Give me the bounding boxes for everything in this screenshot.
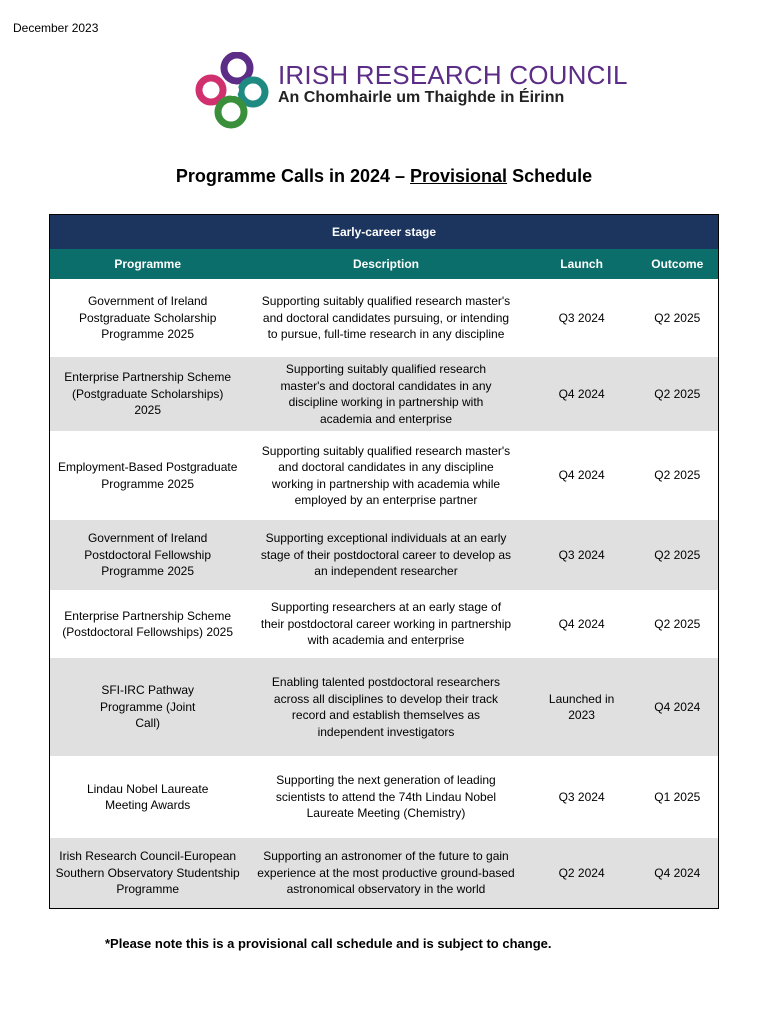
- table-row: [50, 431, 719, 520]
- launch-cell: Q4 2024: [527, 590, 637, 658]
- outcome-cell: Q2 2025: [637, 431, 719, 520]
- table-row: [50, 658, 719, 756]
- description-cell: Supporting the next generation of leading scientists to attend the 74th Lindau Nobel Laureate Meeting (Chemistry): [245, 756, 526, 838]
- programme-cell: Enterprise Partnership Scheme (Postdoctoral Fellowships) 2025: [50, 590, 246, 658]
- outcome-cell: Q2 2025: [637, 357, 719, 431]
- description-cell: Supporting exceptional individuals at an early stage of their postdoctoral career to develop as an independent researcher: [245, 520, 526, 590]
- page-title: [0, 166, 768, 187]
- table-row: [50, 520, 719, 590]
- title-suffix: Schedule: [507, 166, 593, 186]
- header-launch: Launch: [527, 249, 637, 279]
- table-row: [50, 357, 719, 431]
- logo-title: IRISH RESEARCH COUNCIL: [278, 60, 628, 90]
- description-cell: Supporting suitably qualified research master's and doctoral candidates pursuing, or intending to pursue, full-time research in any discipline: [245, 279, 526, 357]
- title-prefix: Programme Calls in 2024 –: [175, 166, 411, 186]
- schedule-table: [49, 214, 719, 909]
- outcome-cell: Q2 2025: [637, 520, 719, 590]
- irish-research-council-logo: [193, 52, 628, 130]
- outcome-cell: Q4 2024: [637, 658, 719, 756]
- description-cell: Supporting suitably qualified research master's and doctoral candidates in any discipline working in partnership with academia while employed by an enterprise partner: [245, 431, 526, 520]
- stage-header-row: [50, 215, 719, 250]
- description-cell: Supporting suitably qualified research master's and doctoral candidates in any discipline working in partnership with academia and enterprise: [245, 357, 526, 431]
- outcome-cell: Q1 2025: [637, 756, 719, 838]
- document-date: December 2023: [13, 21, 99, 35]
- programme-cell: Government of Ireland Postgraduate Scholarship Programme 2025: [50, 279, 246, 357]
- title-underlined-word: Provisional: [410, 166, 508, 186]
- programme-cell: Government of Ireland Postdoctoral Fellowship Programme 2025: [50, 520, 246, 590]
- logo-subtitle: An Chomhairle um Thaighde in Éirinn: [278, 89, 565, 106]
- launch-cell: Q3 2024: [527, 520, 637, 590]
- programme-cell: SFI-IRC Pathway Programme (Joint Call): [50, 658, 246, 756]
- programme-cell: Irish Research Council-European Southern Observatory Studentship Programme: [50, 838, 246, 908]
- stage-title: Early-career stage: [50, 215, 719, 250]
- description-cell: Supporting researchers at an early stage of their postdoctoral career working in partnership with academia and enterprise: [245, 590, 526, 658]
- launch-cell: Q3 2024: [527, 279, 637, 357]
- header-outcome: Outcome: [637, 249, 719, 279]
- table-row: [50, 590, 719, 658]
- irc-swirl-emblem-icon: [193, 52, 273, 130]
- programme-cell: Enterprise Partnership Scheme (Postgraduate Scholarships) 2025: [50, 357, 246, 431]
- outcome-cell: Q2 2025: [637, 279, 719, 357]
- programme-cell: Lindau Nobel Laureate Meeting Awards: [50, 756, 246, 838]
- column-header-row: [50, 249, 719, 279]
- launch-cell: Q4 2024: [527, 357, 637, 431]
- header-programme: Programme: [50, 249, 246, 279]
- launch-cell: Q2 2024: [527, 838, 637, 908]
- table-row: [50, 838, 719, 908]
- header-description: Description: [245, 249, 526, 279]
- description-cell: Supporting an astronomer of the future to gain experience at the most productive ground-based astronomical observatory in the world: [245, 838, 526, 908]
- disclaimer-note: *Please note this is a provisional call schedule and is subject to change.: [105, 936, 552, 951]
- table-row: [50, 279, 719, 357]
- launch-cell: Launched in 2023: [527, 658, 637, 756]
- launch-cell: Q3 2024: [527, 756, 637, 838]
- programme-cell: Employment-Based Postgraduate Programme 2025: [50, 431, 246, 520]
- outcome-cell: Q4 2024: [637, 838, 719, 908]
- launch-cell: Q4 2024: [527, 431, 637, 520]
- description-cell: Enabling talented postdoctoral researchers across all disciplines to develop their track record and establish themselves as independent investigators: [245, 658, 526, 756]
- outcome-cell: Q2 2025: [637, 590, 719, 658]
- table-row: [50, 756, 719, 838]
